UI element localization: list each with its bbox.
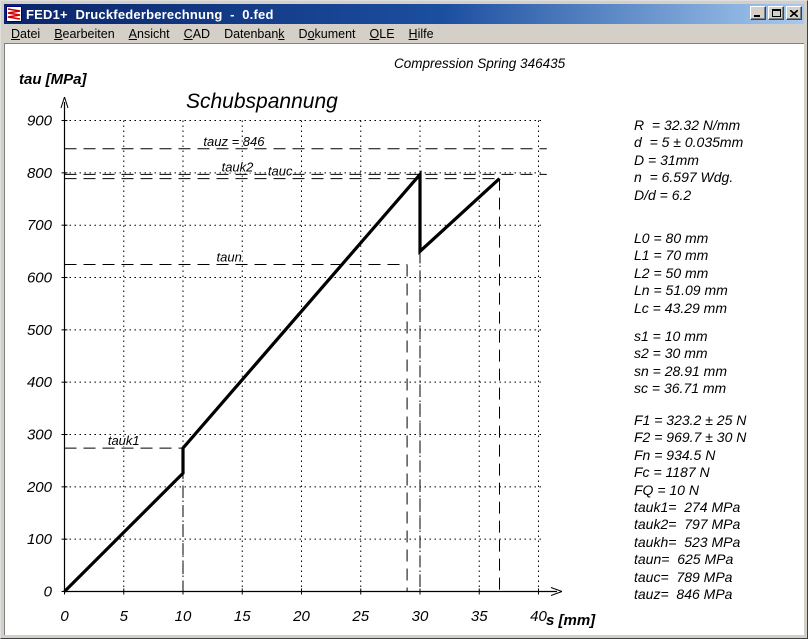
y-tick-label-700: 700 — [26, 217, 52, 235]
x-axis-title: s [mm] — [546, 612, 596, 629]
title-bar[interactable] — [4, 4, 804, 24]
spring-param-line: F1 = 323.2 ± 25 N — [634, 412, 747, 428]
spring-param-line: taun= 625 MPa — [634, 551, 734, 568]
spring-param-line: tauz= 846 MPa — [634, 586, 733, 603]
x-tick-label-15: 15 — [233, 608, 251, 625]
spring-param-line: Lc = 43.29 mm — [634, 299, 727, 316]
x-tick-label-20: 20 — [293, 608, 310, 625]
y-tick-label-800: 800 — [26, 164, 52, 182]
anno-label-tauk2: tauk2 — [221, 159, 254, 175]
y-tick-label-0: 0 — [43, 583, 52, 601]
x-tick-label-5: 5 — [119, 608, 128, 625]
menu-item-datenbank[interactable]: Datenbank — [224, 26, 285, 41]
menu-item-datei[interactable]: Datei — [11, 26, 41, 41]
anno-label-taun: taun — [216, 249, 242, 265]
spring-param-line: Fc = 1187 N — [634, 464, 710, 481]
anno-label-tauk1: tauk1 — [107, 433, 140, 449]
y-tick-label-900: 900 — [26, 112, 52, 130]
anno-label-tauc: tauc — [267, 163, 293, 179]
chart-client-area — [4, 43, 804, 635]
window-title: FED1+ Druckfederberechnung - 0.fed — [26, 6, 274, 22]
spring-param-line: s2 = 30 mm — [634, 345, 708, 362]
spring-param-line: D = 31mm — [634, 151, 699, 168]
spring-param-line: FQ = 10 N — [634, 481, 699, 498]
spring-param-line: n = 6.597 Wdg. — [634, 169, 734, 186]
menu-item-ole[interactable]: OLE — [369, 26, 395, 41]
y-tick-label-300: 300 — [26, 426, 52, 444]
x-tick-label-0: 0 — [60, 608, 69, 625]
spring-param-line: D/d = 6.2 — [634, 186, 692, 203]
param-block-1 — [634, 117, 743, 204]
param-block-4 — [634, 412, 746, 603]
spring-param-line: sc = 36.71 mm — [634, 380, 727, 397]
x-tick-label-25: 25 — [352, 608, 370, 625]
x-tick-label-30: 30 — [411, 608, 429, 625]
menu-item-cad[interactable]: CAD — [183, 26, 211, 41]
curve-shear-stress-vs-travel — [65, 174, 500, 591]
y-tick-label-200: 200 — [26, 478, 52, 496]
spring-param-line: Fn = 934.5 N — [634, 446, 716, 463]
minimize-button[interactable] — [750, 6, 766, 20]
spring-param-line: d = 5 ± 0.035mm — [634, 134, 744, 151]
spring-icon — [6, 6, 22, 22]
x-tick-label-10: 10 — [174, 608, 192, 625]
spring-param-line: F2 = 969.7 ± 30 N — [634, 429, 747, 446]
spring-param-line: taukh= 523 MPa — [634, 533, 741, 550]
spring-param-line: s1 = 10 mm — [634, 328, 708, 344]
spring-param-line: Ln = 51.09 mm — [634, 282, 728, 299]
y-axis-title: tau [MPa] — [19, 71, 87, 88]
maximize-button[interactable] — [768, 6, 784, 20]
spring-parameters-panel — [634, 44, 808, 635]
chart-subtitle: Compression Spring 346435 — [394, 56, 566, 71]
menu-item-ansicht[interactable]: Ansicht — [128, 26, 170, 41]
spring-param-line: L2 = 50 mm — [634, 264, 709, 281]
y-tick-label-500: 500 — [26, 321, 52, 339]
menu-item-bearbeiten[interactable]: Bearbeiten — [54, 26, 115, 41]
menu-item-dokument[interactable]: Dokument — [298, 26, 356, 41]
x-tick-label-40: 40 — [530, 608, 547, 625]
y-tick-label-400: 400 — [26, 374, 52, 392]
spring-param-line: L1 = 70 mm — [634, 247, 709, 264]
y-tick-label-600: 600 — [26, 269, 52, 287]
spring-param-line: tauk2= 797 MPa — [634, 516, 741, 533]
window-controls — [750, 6, 802, 20]
y-tick-label-100: 100 — [26, 531, 52, 549]
menu-item-hilfe[interactable]: Hilfe — [408, 26, 434, 41]
spring-param-line: L0 = 80 mm — [634, 230, 709, 246]
spring-param-line: tauc= 789 MPa — [634, 568, 733, 585]
spring-param-line: tauk1= 274 MPa — [634, 499, 741, 516]
param-block-3 — [634, 328, 727, 398]
menu-bar — [4, 24, 804, 43]
anno-label-tauz: tauz = 846 — [203, 133, 265, 149]
close-button[interactable] — [786, 6, 802, 20]
spring-param-line: sn = 28.91 mm — [634, 362, 727, 379]
x-tick-label-35: 35 — [470, 608, 488, 625]
spring-param-line: R = 32.32 N/mm — [634, 117, 741, 133]
chart-title: Schubspannung — [186, 90, 338, 113]
param-block-2 — [634, 230, 728, 317]
